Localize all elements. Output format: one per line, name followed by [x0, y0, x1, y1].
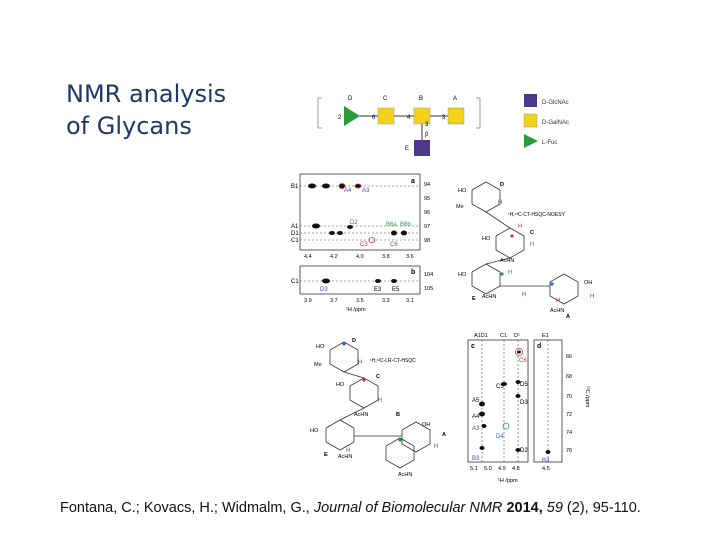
- svg-text:H: H: [378, 398, 383, 404]
- column-label: A1D1: [474, 333, 488, 339]
- fuc-legend-icon: [524, 134, 538, 148]
- axis-label: C1: [291, 238, 299, 244]
- struct-label: AcHN: [500, 258, 515, 264]
- svg-text:H: H: [556, 298, 561, 304]
- experiment-label: ¹H,¹³C-LR-CT-HSQC: [370, 358, 416, 364]
- tick-label: 4.2: [330, 254, 338, 260]
- residue-label: B: [396, 412, 400, 418]
- residue-label: D: [348, 96, 353, 102]
- column-label: E1: [542, 333, 549, 339]
- peak-label: C6: [390, 242, 398, 248]
- residue-label: D: [500, 182, 504, 188]
- residue-label: C: [383, 96, 388, 102]
- residue-label: A: [442, 432, 446, 438]
- struct-label: AcHN: [482, 294, 497, 300]
- citation-pages: (2), 95-110.: [562, 500, 641, 516]
- peak-label: D3: [520, 400, 528, 406]
- residue-label: B: [419, 96, 424, 102]
- legend-galnac: D-GalNAc: [542, 120, 570, 126]
- svg-text:H: H: [518, 224, 523, 230]
- svg-text:H: H: [522, 292, 527, 298]
- citation: [60, 500, 720, 516]
- tick-label: 3.9: [304, 298, 312, 304]
- legend-glcnac: D-GlcNAc: [542, 100, 569, 106]
- axis-label: A1: [291, 224, 299, 230]
- peak-label: A3: [362, 188, 370, 194]
- residue-label: D: [352, 338, 356, 344]
- svg-text:H: H: [590, 294, 595, 300]
- peak-label: C3: [360, 242, 368, 248]
- legend-fuc: L-Fuc: [542, 140, 558, 146]
- struct-label: AcHN: [398, 472, 413, 478]
- fucose-triangle-icon: [344, 106, 360, 126]
- linkage-label: 6: [372, 115, 376, 121]
- citation-volume: 59: [546, 500, 563, 516]
- tick-label: 3.8: [382, 254, 390, 260]
- struct-label: Me: [314, 362, 322, 368]
- tick-label: 96: [424, 210, 431, 216]
- struct-label: HO: [458, 188, 467, 194]
- legend: [524, 94, 569, 148]
- peak-label: A5: [472, 398, 480, 404]
- struct-label: OH: [422, 422, 431, 428]
- title-line-1: NMR analysis: [66, 80, 227, 108]
- galnac-square-icon: [378, 108, 394, 124]
- axis-title: ¹H /ppm: [346, 307, 366, 313]
- axis-title: ¹³C /ppm: [584, 386, 590, 408]
- linkage-label: 3: [442, 115, 446, 121]
- peak-label: D5: [520, 382, 528, 388]
- citation-year: 2014,: [506, 500, 543, 516]
- tick-label: 4.4: [304, 254, 312, 260]
- tick-label: 95: [424, 196, 431, 202]
- tick-label: 4.9: [498, 466, 506, 472]
- panel-label: a: [411, 178, 415, 185]
- tick-label: 4.5: [542, 466, 550, 472]
- tick-label: 94: [424, 182, 431, 188]
- tick-label: 5.1: [470, 466, 478, 472]
- svg-text:H: H: [346, 448, 351, 454]
- peak-label: E3: [374, 287, 382, 293]
- struct-label: Me: [456, 204, 464, 210]
- peak-label: E5: [392, 287, 400, 293]
- tick-label: 3.5: [356, 298, 364, 304]
- axis-label: B1: [291, 184, 299, 190]
- peak-label: C5: [496, 384, 504, 390]
- glcnac-square-icon: [414, 140, 430, 156]
- panel-label: c: [471, 343, 475, 350]
- peak-label: B3: [542, 458, 550, 464]
- struct-label: AcHN: [550, 308, 565, 314]
- title-line-2: of Glycans: [66, 112, 192, 140]
- column-label: D¹: [514, 333, 520, 339]
- tick-label: 3.6: [406, 254, 414, 260]
- peak-label: B3: [472, 456, 480, 462]
- panel-b: [291, 266, 433, 313]
- peak-label: A4: [472, 414, 480, 420]
- tick-label: 98: [424, 238, 431, 244]
- peak-label: D2: [350, 220, 358, 226]
- experiment-label: ¹H,¹³C-CT-HSQC-NOESY: [508, 212, 565, 218]
- peak-label: A3: [472, 426, 480, 432]
- galnac-legend-icon: [524, 114, 537, 127]
- peak-label: B6a: [386, 222, 397, 228]
- peak-label: D2: [520, 448, 528, 454]
- tick-label: 4.8: [512, 466, 520, 472]
- tick-label: 74: [566, 430, 573, 436]
- panel-a: [291, 174, 430, 260]
- struct-label: HO: [310, 428, 319, 434]
- tick-label: 5.0: [484, 466, 492, 472]
- panel-cd: [468, 333, 590, 484]
- peak-label: A4: [344, 188, 352, 194]
- hsqc-noesy-structure: [472, 182, 578, 304]
- nmr-figure: [286, 86, 598, 490]
- residue-label: C: [530, 230, 534, 236]
- tick-label: 105: [424, 286, 434, 292]
- struct-label: AcHN: [338, 454, 353, 460]
- tick-label: 70: [566, 394, 573, 400]
- residue-label: C: [376, 374, 380, 380]
- struct-label: HO: [336, 382, 345, 388]
- glycan-structure: [318, 96, 480, 156]
- peak-label: D3: [320, 287, 328, 293]
- peak-label: B6b: [400, 222, 411, 228]
- tick-label: 76: [566, 448, 573, 454]
- axis-label: C1: [291, 279, 299, 285]
- residue-label: A: [453, 96, 458, 102]
- svg-text:H: H: [498, 200, 503, 206]
- axis-label: D1: [291, 231, 299, 237]
- linkage-label: 4: [407, 115, 411, 121]
- slide-title: [66, 78, 226, 142]
- citation-journal: Journal of Biomolecular NMR: [313, 500, 503, 516]
- galnac-square-icon: [448, 108, 464, 124]
- residue-label: A: [566, 314, 570, 320]
- column-label: C1: [500, 333, 508, 339]
- tick-label: 66: [566, 354, 573, 360]
- axis-title: ¹H /ppm: [498, 478, 518, 484]
- tick-label: 3.1: [406, 298, 414, 304]
- tick-label: 97: [424, 224, 431, 230]
- tick-label: 72: [566, 412, 573, 418]
- tick-label: 3.3: [382, 298, 390, 304]
- residue-label: E: [472, 296, 476, 302]
- linkage-label: β: [425, 132, 429, 138]
- struct-label: HO: [316, 344, 325, 350]
- svg-text:H: H: [358, 360, 363, 366]
- peak-label: D4: [496, 434, 504, 440]
- tick-label: 4.0: [356, 254, 364, 260]
- struct-label: HO: [458, 272, 467, 278]
- struct-label: HO: [482, 236, 491, 242]
- citation-authors: Fontana, C.; Kovacs, H.; Widmalm, G.,: [60, 500, 314, 516]
- svg-text:H: H: [508, 270, 513, 276]
- svg-text:H: H: [434, 444, 439, 450]
- residue-label: E: [324, 452, 328, 458]
- linkage-label: 3: [425, 122, 429, 128]
- linkage-label: 2: [338, 115, 342, 121]
- panel-label: b: [411, 269, 416, 276]
- tick-label: 3.7: [330, 298, 338, 304]
- tick-label: 68: [566, 374, 573, 380]
- residue-label: E: [405, 146, 410, 152]
- svg-text:H: H: [530, 242, 535, 248]
- struct-label: OH: [584, 280, 593, 286]
- glcnac-legend-icon: [524, 94, 537, 107]
- struct-label: AcHN: [354, 412, 369, 418]
- tick-label: 104: [424, 272, 434, 278]
- peak-label: C6: [519, 358, 527, 364]
- panel-label: d: [537, 343, 542, 350]
